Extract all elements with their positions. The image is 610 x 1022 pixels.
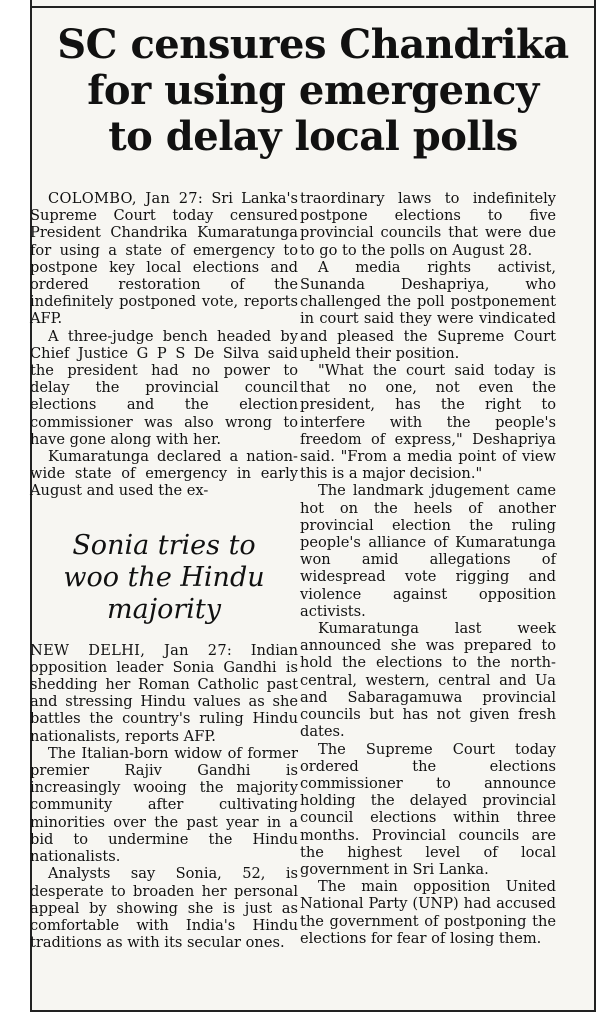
top-rule <box>32 6 594 8</box>
sidebar-headline-line: woo the Hindu <box>63 561 265 593</box>
left-column <box>30 190 298 951</box>
article-paragraph: "What the court said today is that no one, not even the president, has the right to interfere with the people's freedom of express," Deshapriya said. "From a media point of view this is a major decision." <box>300 362 556 483</box>
sidebar-story <box>30 642 298 952</box>
sidebar-headline-line: majority <box>107 593 221 625</box>
article-paragraph: The Supreme Court today ordered the elections commissioner to announce holding the delayed provincial council elections within three months. Provincial councils are the highest level of local government in Sri Lanka. <box>300 740 556 878</box>
article-paragraph: The main opposition United National Party (UNP) had accused the government of postponing the elections for fear of losing them. <box>300 878 556 947</box>
main-headline <box>40 22 586 160</box>
article-paragraph: COLOMBO, Jan 27: Sri Lanka's Supreme Court today censured President Chandrika Kumaratunga for using a state of emergency to postpone key local elections and ordered restoration of the indefinitely postponed vote, reports AFP. <box>30 190 298 328</box>
headline-line: to delay local polls <box>108 113 518 160</box>
sidebar-headline <box>30 530 298 626</box>
article-paragraph: traordinary laws to indefinitely postpone elections to five provincial councils that were due to go to the polls on August 28. <box>300 190 556 259</box>
article-paragraph: Kumaratunga last week announced she was prepared to hold the elections to the north-central, western, central and Ua and Sabaragamuwa provincial councils but has not given fresh dates. <box>300 620 556 741</box>
article-paragraph: The landmark jdugement came hot on the heels of another provincial election the ruling people's alliance of Kumaratunga won amid allegations of widespread vote rigging and violence against opposition activists. <box>300 482 556 620</box>
article-paragraph: Kumaratunga declared a nation-wide state of emergency in early August and used the ex- <box>30 448 298 500</box>
sidebar-paragraph: NEW DELHI, Jan 27: Indian opposition leader Sonia Gandhi is shedding her Roman Catholic past and stressing Hindu values as she battles the country's ruling Hindu nationalists, reports AFP. <box>30 641 298 745</box>
sidebar-dateline: NEW DELHI, Jan 27: <box>30 641 233 659</box>
headline-line: SC censures Chandrika <box>57 21 569 68</box>
sidebar-headline-line: Sonia tries to <box>72 529 256 561</box>
headline-line: for using emergency <box>87 67 539 114</box>
right-column <box>300 190 556 947</box>
article-paragraph: A media rights activist, Sunanda Deshapriya, who challenged the poll postponement in court said they were vindicated and pleased the Supreme Court upheld their position. <box>300 258 556 362</box>
sidebar-paragraph: Analysts say Sonia, 52, is desperate to broaden her personal appeal by showing she is just as comfortable with India's Hindu traditions as with its secular ones. <box>30 865 298 952</box>
article-paragraph: A three-judge bench headed by Chief Justice G P S De Silva said the president had no power to delay the provincial council elections and the election commissioner was also wrong to have gone along with her. <box>30 327 298 448</box>
dateline: COLOMBO, Jan 27: <box>48 190 204 207</box>
sidebar-paragraph: The Italian-born widow of former premier Rajiv Gandhi is increasingly wooing the majority community after cultivating minorities over the past year in a bid to undermine the Hindu nationalists. <box>30 744 298 866</box>
